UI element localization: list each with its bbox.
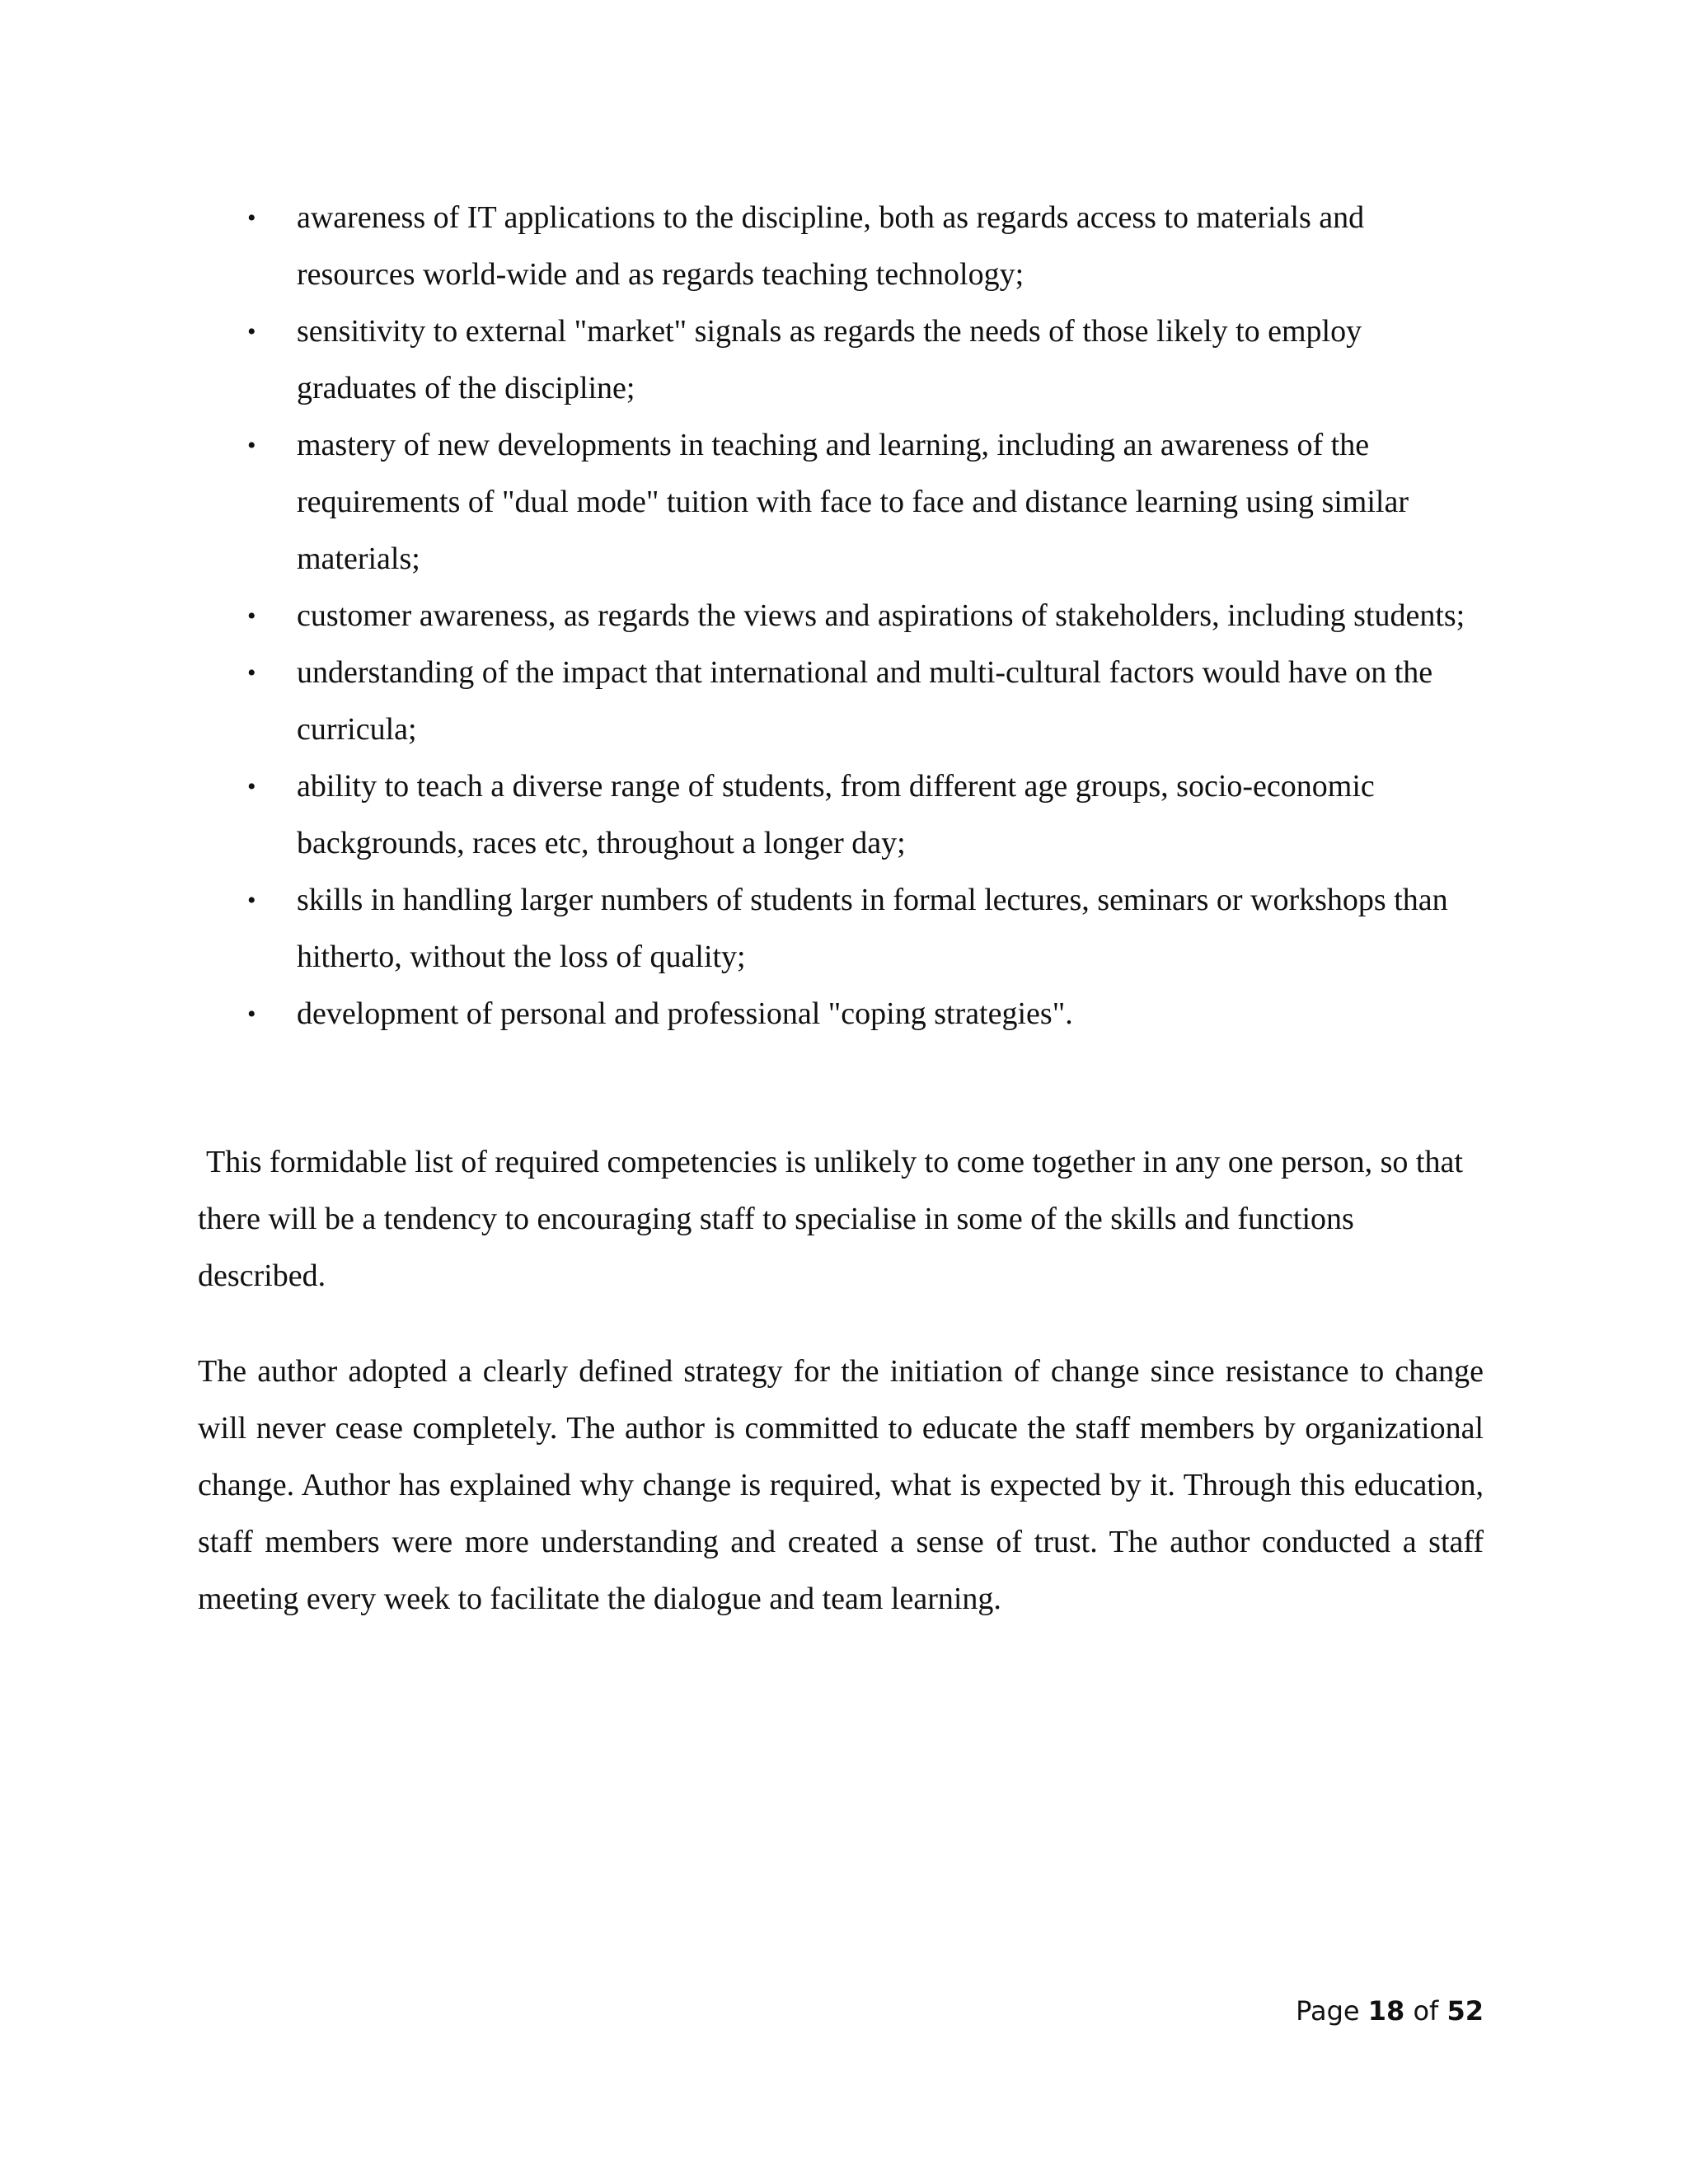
list-item	[198, 986, 1484, 1043]
bullet-icon: •	[247, 1001, 256, 1028]
bullet-icon: •	[247, 773, 256, 800]
list-item-text: understanding of the impact that international and multi-cultural factors would have on the curricula;	[297, 655, 1433, 747]
list-item	[198, 644, 1484, 758]
list-item	[198, 588, 1484, 644]
current-page-number: 18	[1367, 1995, 1405, 2027]
change-strategy-paragraph: The author adopted a clearly defined strategy for the initiation of change since resistance to change will never cease completely. The author is committed to educate the staff members by organizational change. Author has explained why change is required, what is expected by it. Through this education, staff members were more understanding and created a sense of trust. The author conducted a staff meeting every week to facilitate the dialogue and team learning.	[198, 1354, 1484, 1616]
list-item	[198, 303, 1484, 417]
list-item	[198, 190, 1484, 303]
bullet-icon: •	[247, 204, 256, 232]
competency-bullet-list	[198, 190, 1484, 1043]
list-item-text: awareness of IT applications to the discipline, both as regards access to materials and resources world-wide and as regards teaching technology;	[297, 200, 1365, 292]
page-label: Page	[1296, 1995, 1360, 2027]
list-item-text: mastery of new developments in teaching and learning, including an awareness of the requirements of "dual mode" tuition with face to face and distance learning using similar materials;	[297, 428, 1409, 576]
list-item-text: development of personal and professional "coping strategies".	[297, 996, 1073, 1031]
competencies-paragraph: This formidable list of required competencies is unlikely to come together in any one person, so that there will be a tendency to encouraging staff to specialise in some of the skills and functions described.	[198, 1145, 1463, 1293]
list-item	[198, 417, 1484, 588]
list-item	[198, 758, 1484, 872]
bullet-icon: •	[247, 887, 256, 914]
bullet-icon: •	[247, 432, 256, 459]
total-page-count: 52	[1447, 1995, 1484, 2027]
list-item-text: customer awareness, as regards the views and aspirations of stakeholders, including students;	[297, 598, 1465, 633]
bullet-icon: •	[247, 602, 256, 630]
bullet-icon: •	[247, 318, 256, 345]
list-item-text: skills in handling larger numbers of students in formal lectures, seminars or workshops than hitherto, without the loss of quality;	[297, 883, 1448, 974]
page-separator: of	[1413, 1995, 1439, 2027]
list-item	[198, 872, 1484, 986]
page-number-footer	[1296, 1994, 1484, 2027]
bullet-icon: •	[247, 659, 256, 687]
list-item-text: ability to teach a diverse range of students, from different age groups, socio-economic backgrounds, races etc, throughout a longer day;	[297, 769, 1375, 860]
list-item-text: sensitivity to external "market" signals as regards the needs of those likely to employ graduates of the discipline;	[297, 314, 1362, 405]
